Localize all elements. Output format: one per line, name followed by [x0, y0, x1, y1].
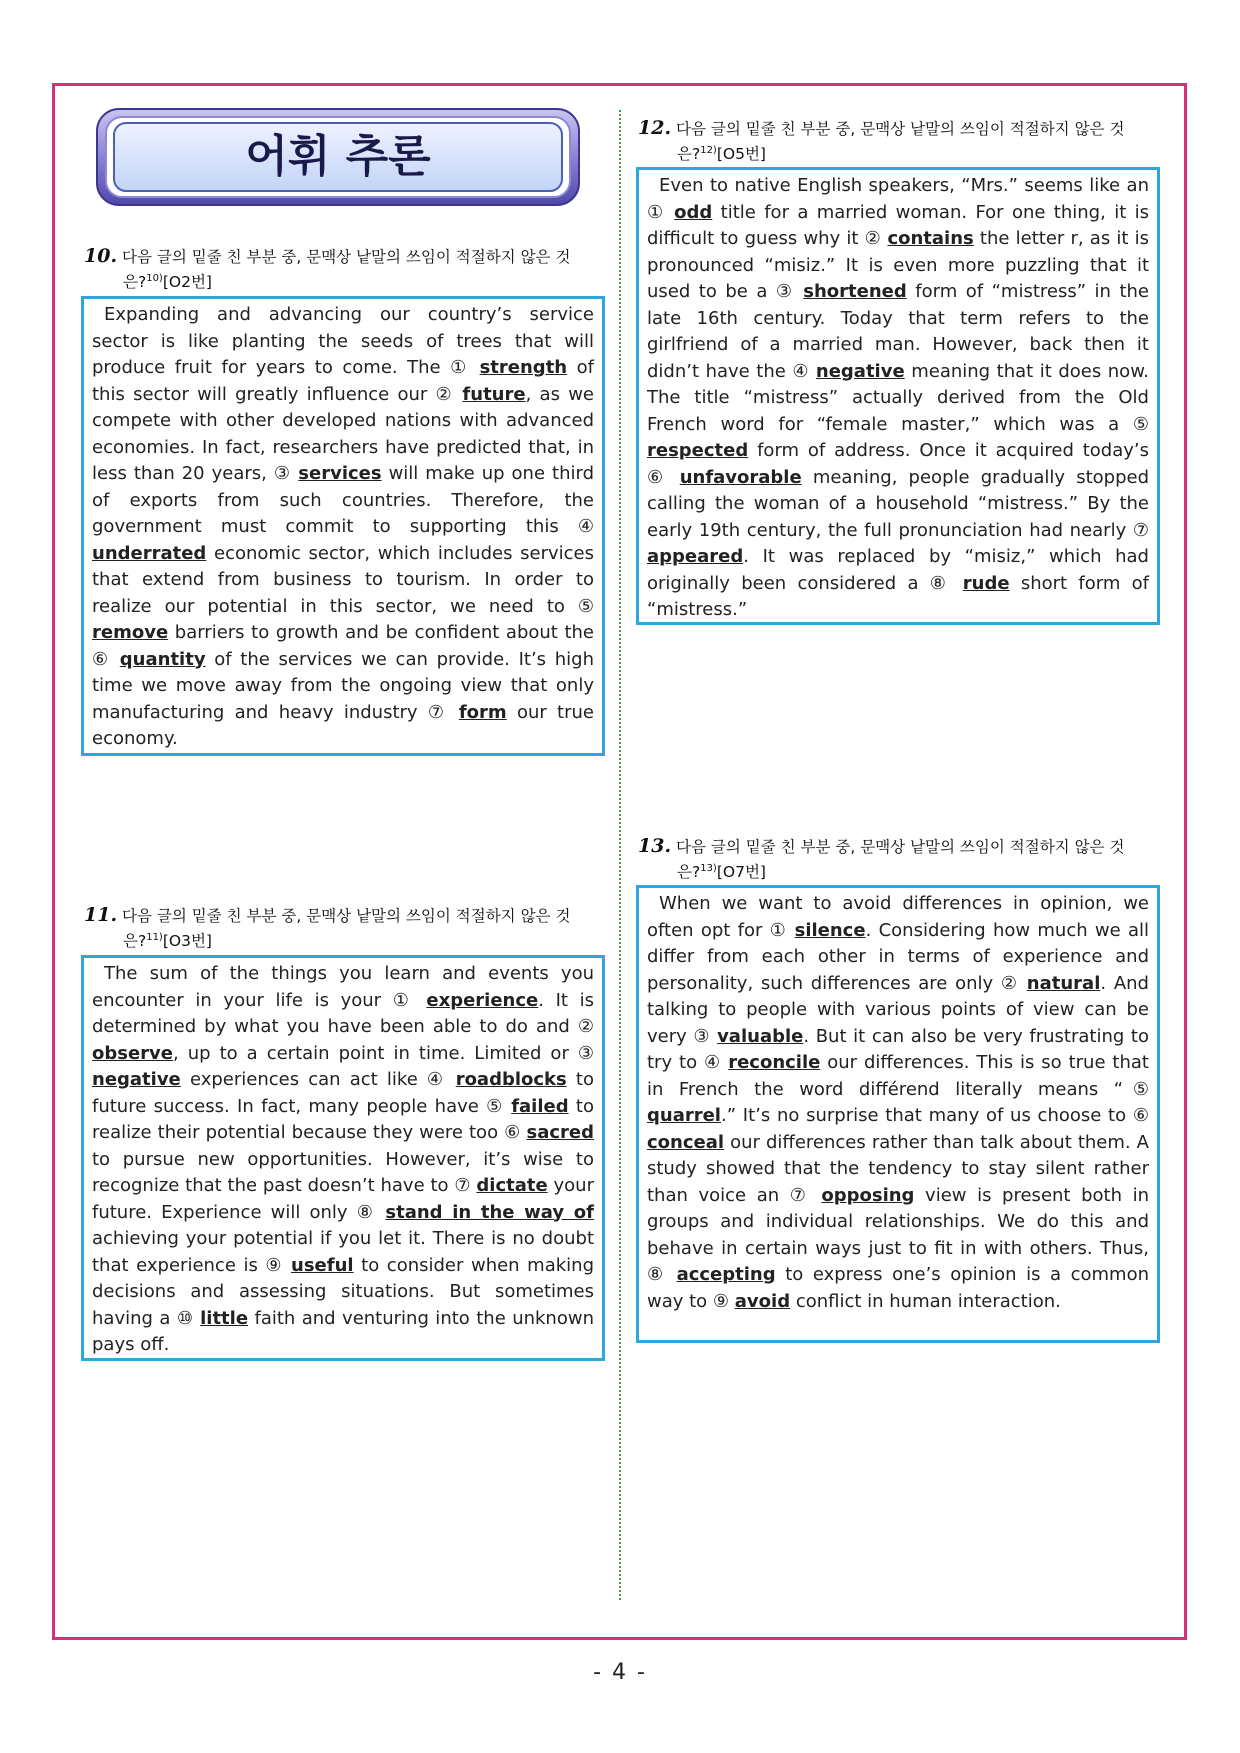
underlined-word: rude	[962, 572, 1010, 594]
section-banner	[96, 108, 580, 206]
passage-text	[92, 302, 594, 753]
underlined-word: observe	[92, 1042, 173, 1064]
section-title: 어휘 추론	[245, 131, 431, 182]
underlined-word: quarrel	[647, 1105, 721, 1126]
underlined-word: avoid	[734, 1290, 791, 1312]
passage-segment: .” It’s no surprise that many of us choose to ⑥	[720, 1105, 1149, 1126]
footnote-marker: 12)	[700, 145, 717, 156]
underlined-word: natural	[1026, 972, 1101, 994]
question-number: 11.	[84, 904, 118, 926]
passage-segment: to realize their potential because they were too ⑥	[92, 1095, 594, 1143]
passage-segment: . Considering how much we all differ from each other in terms of experience and personality, such differences are only ②	[647, 919, 1149, 994]
underlined-word: unfavorable	[679, 466, 802, 488]
passage-segment: The sum of the things you learn and events you encounter in your life is your ①	[92, 963, 594, 1011]
passage-segment: Expanding and advancing our country’s service sector is like planting the seeds of trees that will produce fruit for years to come. The ①	[92, 304, 594, 378]
passage-box-10	[81, 296, 605, 756]
underlined-word: services	[298, 463, 382, 484]
question-prompt-cont: 은?	[677, 863, 701, 882]
underlined-word: shortened	[803, 281, 907, 302]
question-prompt-cont: 은?	[123, 273, 147, 292]
question-prompt: 다음 글의 밑줄 친 부분 중, 문맥상 낱말의 쓰임이 적절하지 않은 것	[676, 838, 1125, 856]
passage-segment: form of address. Once it acquired today’s ⑥	[647, 440, 1149, 488]
passage-segment: our true economy.	[92, 701, 594, 749]
passage-segment: . But it can also be very frustrating to try to ④	[647, 1025, 1149, 1073]
passage-text	[647, 173, 1149, 624]
underlined-word: underrated	[92, 542, 207, 564]
passage-segment: meaning that it does now. The title “mistress” actually derived from the Old French word for “female master,” which was a ⑤	[647, 360, 1149, 435]
underlined-word: roadblocks	[455, 1069, 567, 1090]
question-ref: [O2번]	[162, 273, 212, 292]
question-prompt-cont: 은?	[677, 145, 701, 164]
underlined-word: accepting	[676, 1264, 776, 1285]
question-prompt-cont: 은?	[123, 932, 147, 951]
passage-segment: . It is determined by what you have been able to do and ②	[92, 989, 594, 1037]
passage-segment: form of “mistress” in the late 16th century. Today that term refers to the girlfriend of a married man. However, back then it didn’t have the ④	[647, 281, 1149, 382]
question-ref: [O7번]	[716, 863, 766, 882]
underlined-word: remove	[92, 622, 169, 643]
passage-segment: of this sector will greatly influence our ②	[92, 357, 594, 405]
passage-segment: . And talking to people with various points of view can be very ③	[647, 972, 1149, 1047]
passage-segment: of the services we can provide. It’s high time we move away from the ongoing view that only manufacturing and heavy industry ⑦	[92, 648, 594, 723]
underlined-word: odd	[674, 201, 713, 223]
underlined-word: appeared	[647, 546, 744, 567]
passage-text	[647, 891, 1149, 1315]
passage-segment: barriers to growth and be confident about the ⑥	[92, 622, 594, 670]
passage-box-13	[636, 885, 1160, 1343]
underlined-word: future	[462, 383, 526, 405]
question-11-header	[84, 905, 606, 952]
underlined-word: valuable	[717, 1025, 804, 1047]
question-10-header	[84, 246, 606, 293]
passage-segment: the letter r, as it is pronounced “misiz.” It is even more puzzling that it used to be a ③	[647, 228, 1149, 302]
passage-segment: faith and venturing into the unknown pays off.	[92, 1307, 594, 1355]
passage-box-11	[81, 955, 605, 1361]
underlined-word: negative	[92, 1069, 181, 1090]
page-number: - 4 -	[593, 1660, 647, 1685]
underlined-word: form	[458, 701, 507, 723]
footnote-marker: 10)	[146, 273, 163, 284]
passage-segment: . It was replaced by “misiz,” which had originally been considered a ⑧	[647, 546, 1149, 594]
question-ref: [O3번]	[162, 932, 212, 951]
question-prompt: 다음 글의 밑줄 친 부분 중, 문맥상 낱말의 쓰임이 적절하지 않은 것	[122, 248, 571, 266]
passage-segment: conflict in human interaction.	[790, 1290, 1061, 1312]
underlined-word: dictate	[476, 1175, 548, 1196]
question-12-header	[638, 118, 1160, 165]
underlined-word: useful	[291, 1254, 354, 1276]
passage-segment: short form of “mistress.”	[647, 572, 1149, 620]
column-divider	[619, 110, 621, 1600]
passage-segment: will make up one third of exports from such countries. Therefore, the government must commit to supporting this ④	[92, 463, 594, 537]
passage-segment: , up to a certain point in time. Limited or ③	[173, 1042, 594, 1064]
underlined-word: quantity	[119, 648, 206, 670]
underlined-word: respected	[647, 440, 749, 461]
underlined-word: conceal	[647, 1131, 725, 1153]
underlined-word: negative	[815, 360, 905, 382]
question-ref: [O5번]	[716, 145, 766, 164]
question-prompt: 다음 글의 밑줄 친 부분 중, 문맥상 낱말의 쓰임이 적절하지 않은 것	[122, 907, 571, 925]
underlined-word: contains	[887, 228, 974, 249]
passage-segment: experiences can act like ④	[180, 1069, 456, 1090]
question-number: 12.	[638, 117, 672, 139]
passage-segment: to pursue new opportunities. However, it’s wise to recognize that the past doesn’t have to ⑦	[92, 1148, 594, 1196]
passage-segment: to future success. In fact, many people have ⑤	[92, 1069, 594, 1117]
underlined-word: failed	[511, 1095, 569, 1117]
question-13-header	[638, 836, 1160, 883]
passage-segment: achieving your potential if you let it. There is no doubt that experience is ⑨	[92, 1228, 594, 1276]
question-prompt: 다음 글의 밑줄 친 부분 중, 문맥상 낱말의 쓰임이 적절하지 않은 것	[676, 120, 1125, 138]
passage-segment: to consider when making decisions and assessing situations. But sometimes having a ⑩	[92, 1254, 594, 1329]
question-number: 10.	[84, 245, 118, 267]
passage-segment: , as we compete with other developed nations with advanced economies. In fact, researchers have predicted that, in less than 20 years, ③	[92, 383, 594, 484]
passage-text	[92, 961, 594, 1359]
underlined-word: opposing	[821, 1184, 915, 1206]
question-number: 13.	[638, 835, 672, 857]
underlined-word: strength	[479, 357, 568, 378]
footnote-marker: 13)	[700, 863, 717, 874]
passage-segment: title for a married woman. For one thing, it is difficult to guess why it ②	[647, 201, 1150, 249]
passage-segment: view is present both in groups and individual relationships. We do this and behave in certain ways just to fit in with others. Thus, ⑧	[647, 1184, 1149, 1285]
underlined-word: little	[200, 1307, 249, 1329]
passage-segment: to express one’s opinion is a common way to ⑨	[647, 1264, 1150, 1312]
passage-box-12	[636, 167, 1160, 625]
passage-segment: your future. Experience will only ⑧	[92, 1175, 594, 1223]
passage-segment: meaning, people gradually stopped calling the woman of a household “mistress.” By the early 19th century, the full pronunciation had nearly ⑦	[647, 466, 1150, 541]
footnote-marker: 11)	[146, 932, 163, 943]
underlined-word: experience	[426, 989, 539, 1011]
underlined-word: reconcile	[728, 1052, 821, 1073]
underlined-word: silence	[794, 919, 866, 941]
passage-segment: Even to native English speakers, “Mrs.” seems like an ①	[647, 175, 1149, 223]
passage-segment: economic sector, which includes services that extend from business to tourism. In order to realize our potential in this sector, we need to ⑤	[92, 542, 594, 617]
underlined-word: sacred	[526, 1122, 594, 1143]
underlined-word: stand in the way of	[385, 1201, 594, 1223]
passage-segment: our differences rather than talk about them. A study showed that the tendency to stay silent rather than voice an ⑦	[647, 1131, 1149, 1206]
passage-segment: When we want to avoid differences in opinion, we often opt for ①	[647, 893, 1149, 941]
passage-segment: our differences. This is so true that in French the word différend literally means “⑤	[647, 1052, 1149, 1100]
